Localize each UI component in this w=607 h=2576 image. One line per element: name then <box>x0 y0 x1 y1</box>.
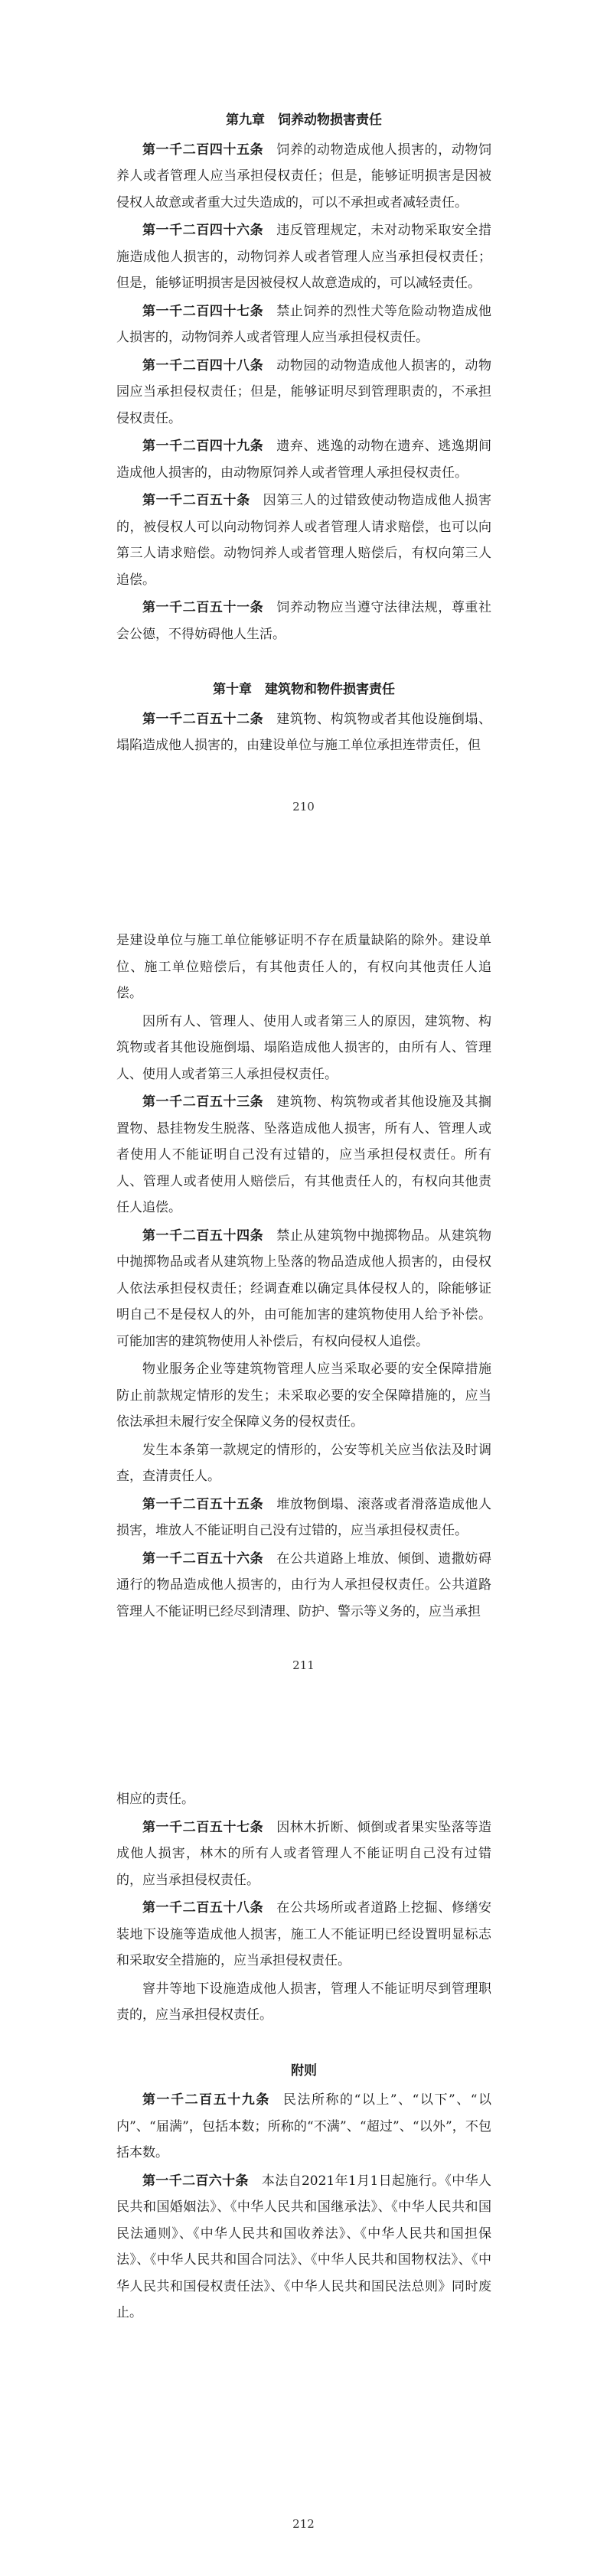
document-page-211 <box>0 859 607 1717</box>
page-content <box>116 928 491 1626</box>
article-1260 <box>116 2168 491 2327</box>
article-1257 <box>116 1815 491 1894</box>
article-number: 第一千二百五十二条 <box>142 711 264 727</box>
paragraph: 发生本条第一款规定的情形的，公安等机关应当依法及时调查，查清责任人。 <box>116 1442 491 1484</box>
article-number: 第一千二百五十三条 <box>142 1094 264 1110</box>
article-number: 第一千二百四十六条 <box>142 223 264 238</box>
article-1251 <box>116 595 491 647</box>
article-number: 第一千二百四十九条 <box>142 439 264 454</box>
article-text: 建筑物、构筑物或者其他设施倒塌、塌陷造成他人损害的，由建设单位与施工单位承担连带责任，但 <box>116 711 491 753</box>
article-1259 <box>116 2087 491 2167</box>
article-number: 第一千二百五十八条 <box>142 1900 264 1916</box>
article-text: 本法自2021年1月1日起施行。《中华人民共和国婚姻法》、《中华人民共和国继承法》、《中华人民共和国民法通则》、《中华人民共和国收养法》、《中华人民共和国担保法》、《中华人民共和国合同法》、《中华人民共和国物权法》、《中华人民共和国侵权责任法》、《中华人民共和国民法总则》同时废止。 <box>116 2173 491 2320</box>
page-number: 211 <box>292 1658 315 1672</box>
paragraph: 窨井等地下设施造成他人损害，管理人不能证明尽到管理职责的，应当承担侵权责任。 <box>116 1981 491 2023</box>
continuation-paragraph: 相应的责任。 <box>116 1792 194 1807</box>
chapter-heading: 附则 <box>291 2062 317 2079</box>
article-number: 第一千二百四十七条 <box>142 303 264 319</box>
article-1248 <box>116 353 491 432</box>
document-page-210 <box>0 0 607 859</box>
article-number: 第一千二百五十九条 <box>142 2092 270 2108</box>
chapter-heading: 第十章 建筑物和物件损害责任 <box>213 682 395 697</box>
page-content <box>116 107 491 761</box>
article-1246 <box>116 217 491 297</box>
article-text: 堆放物倒塌、滚落或者滑落造成他人损害，堆放人不能证明自己没有过错的，应当承担侵权责任。 <box>116 1496 491 1538</box>
article-number: 第一千二百四十八条 <box>142 357 264 373</box>
article-text: 禁止饲养的烈性犬等危险动物造成他人损害的，动物饲养人或者管理人应当承担侵权责任。 <box>116 303 491 345</box>
article-number: 第一千二百五十七条 <box>142 1819 264 1835</box>
article-text: 遗弃、逃逸的动物在遗弃、逃逸期间造成他人损害的，由动物原饲养人或者管理人承担侵权责任。 <box>116 439 491 481</box>
article-1256 <box>116 1546 491 1625</box>
article-text: 饲养动物应当遵守法律法规，尊重社会公德，不得妨碍他人生活。 <box>116 600 491 642</box>
page-content <box>116 1786 491 2328</box>
article-text: 违反管理规定，未对动物采取安全措施造成他人损害的，动物饲养人或者管理人应当承担侵权责任；但是，能够证明损害是因被侵权人故意造成的，可以减轻责任。 <box>116 223 491 291</box>
article-text: 动物园的动物造成他人损害的，动物园应当承担侵权责任；但是，能够证明尽到管理职责的，不承担侵权责任。 <box>116 357 491 426</box>
page-number: 210 <box>292 800 315 814</box>
chapter-heading: 第九章 饲养动物损害责任 <box>226 112 382 128</box>
article-number: 第一千二百五十五条 <box>142 1496 264 1512</box>
article-1258 <box>116 1895 491 1974</box>
article-number: 第一千二百六十条 <box>142 2173 249 2189</box>
article-1255 <box>116 1492 491 1544</box>
article-text: 因林木折断、倾倒或者果实坠落等造成他人损害，林木的所有人或者管理人不能证明自己没有过错的，应当承担侵权责任。 <box>116 1819 491 1888</box>
paragraph: 因所有人、管理人、使用人或者第三人的原因，建筑物、构筑物或者其他设施倒塌、塌陷造成他人损害的，由所有人、管理人、使用人或者第三人承担侵权责任。 <box>116 1013 491 1082</box>
article-text: 建筑物、构筑物或者其他设施及其搁置物、悬挂物发生脱落、坠落造成他人损害，所有人、管理人或者使用人不能证明自己没有过错的，应当承担侵权责任。所有人、管理人或者使用人赔偿后，有其他责任人的，有权向其他责任人追偿。 <box>116 1094 491 1215</box>
article-text: 在公共道路上堆放、倾倒、遗撒妨碍通行的物品造成他人损害的，由行为人承担侵权责任。公共道路管理人不能证明已经尽到清理、防护、警示等义务的，应当承担 <box>116 1550 491 1619</box>
article-text: 禁止从建筑物中抛掷物品。从建筑物中抛掷物品或者从建筑物上坠落的物品造成他人损害的，由侵权人依法承担侵权责任；经调查难以确定具体侵权人的，除能够证明自己不是侵权人的外，由可能加害的建筑物使用人给予补偿。可能加害的建筑物使用人补偿后，有权向侵权人追偿。 <box>116 1228 491 1349</box>
article-text: 民法所称的“以上”、“以下”、“以内”、“届满”，包括本数；所称的“不满”、“超过”、“以外”，不包括本数。 <box>116 2092 491 2160</box>
article-number: 第一千二百五十一条 <box>142 600 264 615</box>
article-text: 因第三人的过错致使动物造成他人损害的，被侵权人可以向动物饲养人或者管理人请求赔偿，也可以向第三人请求赔偿。动物饲养人或者管理人赔偿后，有权向第三人追偿。 <box>116 493 492 588</box>
article-1245 <box>116 137 491 217</box>
article-1254 <box>116 1223 491 1355</box>
article-1252 <box>116 706 491 759</box>
article-number: 第一千二百四十五条 <box>142 142 264 158</box>
article-number: 第一千二百五十四条 <box>142 1228 264 1244</box>
article-1253 <box>116 1089 491 1221</box>
paragraph: 物业服务企业等建筑物管理人应当采取必要的安全保障措施防止前款规定情形的发生；未采取必要的安全保障措施的，应当依法承担未履行安全保障义务的侵权责任。 <box>116 1361 491 1430</box>
article-text: 饲养的动物造成他人损害的，动物饲养人或者管理人应当承担侵权责任；但是，能够证明损害是因被侵权人故意或者重大过失造成的，可以不承担或者减轻责任。 <box>116 142 491 210</box>
article-1247 <box>116 298 491 351</box>
article-1250 <box>116 487 491 593</box>
article-number: 第一千二百五十条 <box>142 493 250 508</box>
document-page-212 <box>0 1717 607 2576</box>
page-number: 212 <box>292 2517 315 2531</box>
continuation-paragraph: 是建设单位与施工单位能够证明不存在质量缺陷的除外。建设单位、施工单位赔偿后，有其他责任人的，有权向其他责任人追偿。 <box>116 933 491 1001</box>
article-text: 在公共场所或者道路上挖掘、修缮安装地下设施等造成他人损害，施工人不能证明已经设置明显标志和采取安全措施的，应当承担侵权责任。 <box>116 1900 491 1968</box>
article-1249 <box>116 433 491 486</box>
article-number: 第一千二百五十六条 <box>142 1550 264 1567</box>
